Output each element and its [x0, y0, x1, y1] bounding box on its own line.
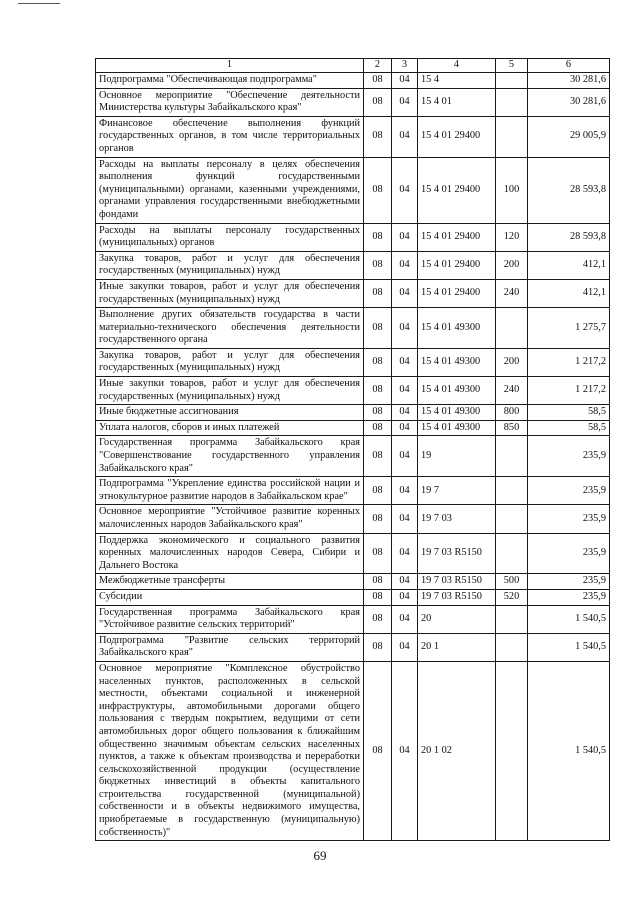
target-article-cell: 20 [418, 605, 496, 633]
row-name-cell: Закупка товаров, работ и услуг для обеспечения государственных (муниципальных) нужд [96, 348, 364, 376]
subsection-code-cell: 04 [392, 420, 418, 436]
target-article-cell: 19 7 03 R5150 [418, 533, 496, 574]
budget-table [95, 58, 610, 841]
amount-cell: 30 281,6 [528, 88, 610, 116]
amount-cell: 1 275,7 [528, 308, 610, 349]
table-row [96, 73, 610, 89]
column-header: 2 [364, 59, 392, 73]
target-article-cell: 19 [418, 436, 496, 477]
section-code-cell: 08 [364, 157, 392, 223]
section-code-cell: 08 [364, 251, 392, 279]
subsection-code-cell: 04 [392, 633, 418, 661]
table-row [96, 505, 610, 533]
target-article-cell: 20 1 [418, 633, 496, 661]
table-row [96, 348, 610, 376]
section-code-cell: 08 [364, 505, 392, 533]
expense-type-cell: 850 [496, 420, 528, 436]
amount-cell: 1 217,2 [528, 377, 610, 405]
section-code-cell: 08 [364, 223, 392, 251]
amount-cell: 58,5 [528, 405, 610, 421]
target-article-cell: 19 7 03 R5150 [418, 589, 496, 605]
table-header-row [96, 59, 610, 73]
amount-cell: 58,5 [528, 420, 610, 436]
table-row [96, 605, 610, 633]
table-row [96, 116, 610, 157]
amount-cell: 235,9 [528, 436, 610, 477]
subsection-code-cell: 04 [392, 574, 418, 590]
expense-type-cell [496, 116, 528, 157]
table-row [96, 420, 610, 436]
expense-type-cell: 200 [496, 348, 528, 376]
section-code-cell: 08 [364, 574, 392, 590]
expense-type-cell: 100 [496, 157, 528, 223]
row-name-cell: Выполнение других обязательств государства в части материально-технического обеспечения деятельности государственного органа [96, 308, 364, 349]
section-code-cell: 08 [364, 88, 392, 116]
expense-type-cell: 120 [496, 223, 528, 251]
target-article-cell: 15 4 [418, 73, 496, 89]
expense-type-cell [496, 436, 528, 477]
target-article-cell: 15 4 01 49300 [418, 405, 496, 421]
table-row [96, 574, 610, 590]
amount-cell: 1 217,2 [528, 348, 610, 376]
amount-cell: 1 540,5 [528, 661, 610, 840]
subsection-code-cell: 04 [392, 405, 418, 421]
table-row [96, 405, 610, 421]
section-code-cell: 08 [364, 420, 392, 436]
subsection-code-cell: 04 [392, 436, 418, 477]
section-code-cell: 08 [364, 348, 392, 376]
table-row [96, 661, 610, 840]
expense-type-cell [496, 308, 528, 349]
expense-type-cell: 240 [496, 279, 528, 307]
section-code-cell: 08 [364, 605, 392, 633]
table-row [96, 589, 610, 605]
subsection-code-cell: 04 [392, 377, 418, 405]
section-code-cell: 08 [364, 477, 392, 505]
amount-cell: 28 593,8 [528, 223, 610, 251]
row-name-cell: Межбюджетные трансферты [96, 574, 364, 590]
subsection-code-cell: 04 [392, 308, 418, 349]
amount-cell: 235,9 [528, 574, 610, 590]
subsection-code-cell: 04 [392, 661, 418, 840]
section-code-cell: 08 [364, 73, 392, 89]
row-name-cell: Подпрограмма "Развитие сельских территорий Забайкальского края" [96, 633, 364, 661]
target-article-cell: 15 4 01 [418, 88, 496, 116]
amount-cell: 1 540,5 [528, 605, 610, 633]
scan-artifact [18, 3, 60, 4]
subsection-code-cell: 04 [392, 279, 418, 307]
row-name-cell: Основное мероприятие "Обеспечение деятельности Министерства культуры Забайкальского края" [96, 88, 364, 116]
column-header: 1 [96, 59, 364, 73]
target-article-cell: 15 4 01 49300 [418, 377, 496, 405]
target-article-cell: 15 4 01 49300 [418, 420, 496, 436]
column-header: 3 [392, 59, 418, 73]
expense-type-cell [496, 73, 528, 89]
section-code-cell: 08 [364, 279, 392, 307]
expense-type-cell [496, 633, 528, 661]
target-article-cell: 15 4 01 29400 [418, 157, 496, 223]
target-article-cell: 15 4 01 49300 [418, 348, 496, 376]
row-name-cell: Финансовое обеспечение выполнения функций государственных органов, в том числе территориальных органов [96, 116, 364, 157]
expense-type-cell: 800 [496, 405, 528, 421]
row-name-cell: Государственная программа Забайкальского края "Совершенствование государственного управления Забайкальского края" [96, 436, 364, 477]
subsection-code-cell: 04 [392, 533, 418, 574]
column-header: 5 [496, 59, 528, 73]
table-body [96, 73, 610, 841]
row-name-cell: Иные закупки товаров, работ и услуг для обеспечения государственных (муниципальных) нужд [96, 377, 364, 405]
amount-cell: 412,1 [528, 279, 610, 307]
expense-type-cell [496, 88, 528, 116]
amount-cell: 28 593,8 [528, 157, 610, 223]
table-row [96, 477, 610, 505]
section-code-cell: 08 [364, 405, 392, 421]
row-name-cell: Подпрограмма "Обеспечивающая подпрограмма" [96, 73, 364, 89]
table-row [96, 279, 610, 307]
table-row [96, 88, 610, 116]
section-code-cell: 08 [364, 436, 392, 477]
subsection-code-cell: 04 [392, 251, 418, 279]
column-header: 6 [528, 59, 610, 73]
target-article-cell: 15 4 01 29400 [418, 251, 496, 279]
row-name-cell: Расходы на выплаты персоналу в целях обеспечения выполнения функций государственными (муниципальными) органами, казенными учреждениями, органами управления государственными внебюджетными фондами [96, 157, 364, 223]
target-article-cell: 19 7 03 [418, 505, 496, 533]
expense-type-cell: 200 [496, 251, 528, 279]
expense-type-cell: 500 [496, 574, 528, 590]
subsection-code-cell: 04 [392, 348, 418, 376]
table-row [96, 308, 610, 349]
row-name-cell: Уплата налогов, сборов и иных платежей [96, 420, 364, 436]
expense-type-cell [496, 605, 528, 633]
table-row [96, 251, 610, 279]
page-number: 69 [313, 848, 327, 863]
row-name-cell: Субсидии [96, 589, 364, 605]
amount-cell: 235,9 [528, 505, 610, 533]
subsection-code-cell: 04 [392, 88, 418, 116]
amount-cell: 30 281,6 [528, 73, 610, 89]
target-article-cell: 19 7 [418, 477, 496, 505]
subsection-code-cell: 04 [392, 505, 418, 533]
expense-type-cell: 520 [496, 589, 528, 605]
target-article-cell: 15 4 01 29400 [418, 223, 496, 251]
row-name-cell: Основное мероприятие "Устойчивое развитие коренных малочисленных народов Забайкальского края" [96, 505, 364, 533]
table-row [96, 633, 610, 661]
row-name-cell: Основное мероприятие "Комплексное обустройство населенных пунктов, расположенных в сельской местности, объектами социальной и инженерной инфраструктуры, автомобильными дорогами общего пользования с твердым покрытием, ведущими от сети автомобильных дорог общего пользования к ближайшим общественно значимым объектам сельских населенных пунктов, а также к объектам производства и переработки сельскохозяйственной продукции (осуществление бюджетных инвестиций в объекты капитального строительства государственной (муниципальной) собственности и в объекты недвижимого имущества, приобретаемые в государственную (муниципальную) собственность)" [96, 661, 364, 840]
table-row [96, 436, 610, 477]
section-code-cell: 08 [364, 116, 392, 157]
subsection-code-cell: 04 [392, 157, 418, 223]
target-article-cell: 15 4 01 29400 [418, 116, 496, 157]
expense-type-cell [496, 477, 528, 505]
amount-cell: 235,9 [528, 477, 610, 505]
row-name-cell: Иные закупки товаров, работ и услуг для обеспечения государственных (муниципальных) нужд [96, 279, 364, 307]
target-article-cell: 20 1 02 [418, 661, 496, 840]
target-article-cell: 19 7 03 R5150 [418, 574, 496, 590]
table-row [96, 157, 610, 223]
amount-cell: 235,9 [528, 533, 610, 574]
table-row [96, 223, 610, 251]
amount-cell: 412,1 [528, 251, 610, 279]
amount-cell: 1 540,5 [528, 633, 610, 661]
subsection-code-cell: 04 [392, 589, 418, 605]
table-row [96, 533, 610, 574]
expense-type-cell [496, 661, 528, 840]
subsection-code-cell: 04 [392, 477, 418, 505]
subsection-code-cell: 04 [392, 73, 418, 89]
subsection-code-cell: 04 [392, 116, 418, 157]
expense-type-cell [496, 505, 528, 533]
table-row [96, 377, 610, 405]
subsection-code-cell: 04 [392, 605, 418, 633]
section-code-cell: 08 [364, 533, 392, 574]
row-name-cell: Подпрограмма "Укрепление единства российской нации и этнокультурное развитие народов в Забайкальском крае" [96, 477, 364, 505]
amount-cell: 29 005,9 [528, 116, 610, 157]
row-name-cell: Поддержка экономического и социального развития коренных малочисленных народов Севера, Сибири и Дальнего Востока [96, 533, 364, 574]
row-name-cell: Расходы на выплаты персоналу государственных (муниципальных) органов [96, 223, 364, 251]
section-code-cell: 08 [364, 377, 392, 405]
expense-type-cell [496, 533, 528, 574]
row-name-cell: Закупка товаров, работ и услуг для обеспечения государственных (муниципальных) нужд [96, 251, 364, 279]
section-code-cell: 08 [364, 661, 392, 840]
target-article-cell: 15 4 01 29400 [418, 279, 496, 307]
row-name-cell: Иные бюджетные ассигнования [96, 405, 364, 421]
column-header: 4 [418, 59, 496, 73]
row-name-cell: Государственная программа Забайкальского края "Устойчивое развитие сельских территорий" [96, 605, 364, 633]
section-code-cell: 08 [364, 633, 392, 661]
expense-type-cell: 240 [496, 377, 528, 405]
section-code-cell: 08 [364, 308, 392, 349]
target-article-cell: 15 4 01 49300 [418, 308, 496, 349]
amount-cell: 235,9 [528, 589, 610, 605]
section-code-cell: 08 [364, 589, 392, 605]
subsection-code-cell: 04 [392, 223, 418, 251]
